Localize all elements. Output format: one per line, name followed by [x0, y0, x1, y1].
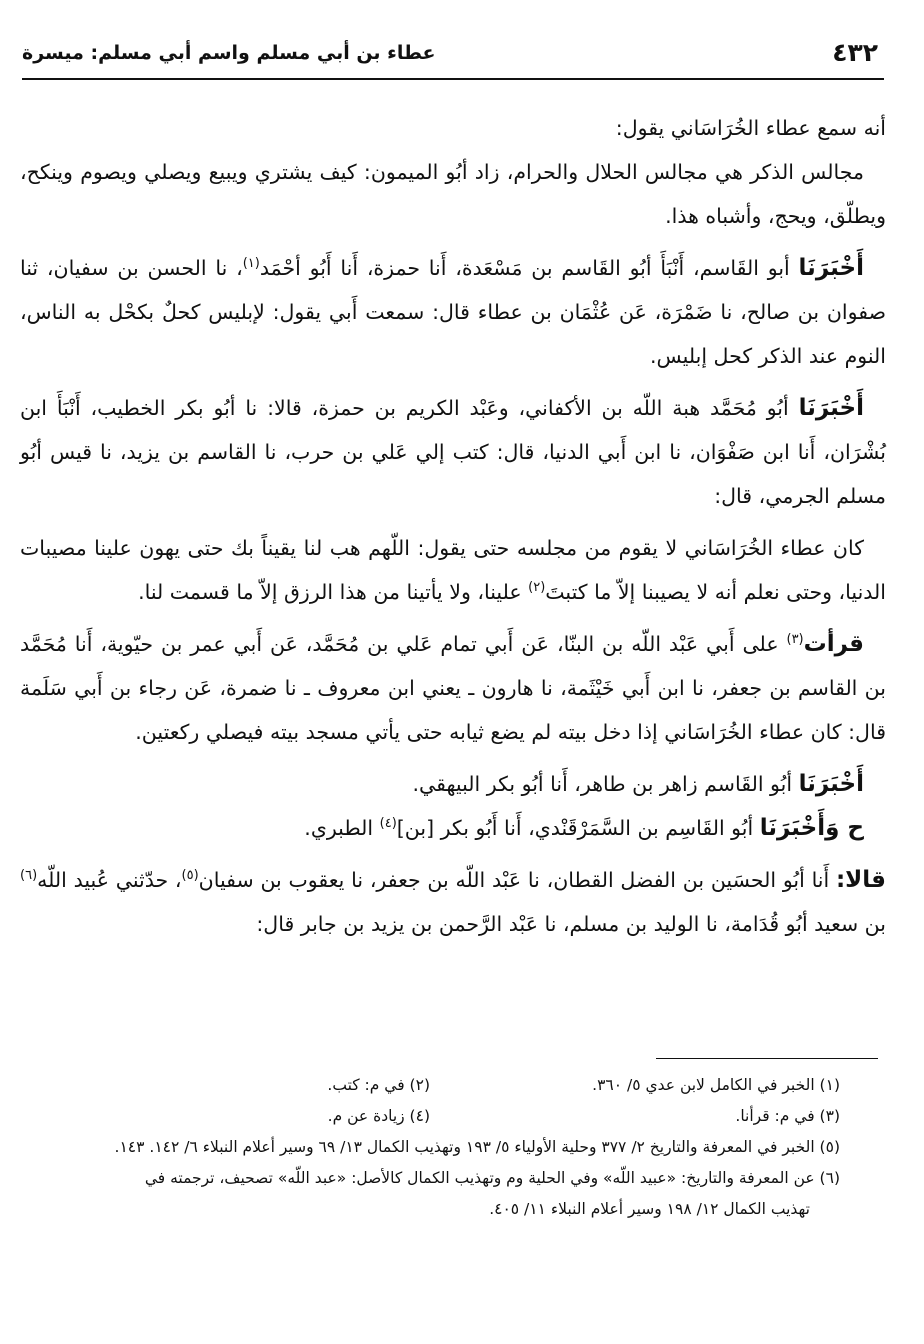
page-number: ٤٣٢: [832, 38, 878, 67]
paragraph-7-lead: أَخْبَرَنَا: [798, 771, 864, 797]
paragraph-8-text-a: أبُو القَاسِم بن السَّمَرْقَنْدي، أَنا أَبُو بكر [بن]: [396, 816, 760, 840]
main-text: [20, 106, 886, 954]
paragraph-6-text: على أَبي عَبْد اللّه بن البنّا، عَن أَبي تمام عَلي بن مُحَمَّد، عَن أَبي عمر بن حيّوية، أَنا مُحَمَّد بن القاسم بن جعفر، نا ابن أَبي خَيْثَمة، نا هارون ـ يعني ابن معروف ـ نا ضمرة، عَن رجاء بن أَبي سَلَمة قال: كان عطاء الخُرَاسَاني إذا دخل بيته لم يضع ثيابه حتى يأتي مسجد بيته فيصلي ركعتين.: [20, 632, 886, 744]
footnote-ref-1[interactable]: (١): [242, 256, 260, 272]
footnote-row: [20, 1070, 840, 1101]
paragraph-5-text-a: كان عطاء الخُرَاسَاني لا يقوم من مجلسه حتى يقول: اللّهم هب لنا يقيناً بك حتى يهون علينا مصيبات الدنيا، وحتى نعلم أنه لا يصيبنا إلاّ ما كتبتَ: [20, 536, 886, 604]
paragraph-9-text-c: بن سعيد أبُو قُدَامة، نا الوليد بن مسلم، نا عَبْد الرَّحمن بن يزيد بن جابر قال:: [256, 912, 886, 936]
footnote-2: (٢) في م: كتب.: [327, 1076, 430, 1094]
paragraph-4-text: أبُو مُحَمَّد هبة اللّه بن الأكفاني، وعَبْد الكريم بن حمزة، قالا: نا أبُو بكر الخطيب، أَنْبَأَ ابن بُشْرَان، أَنا ابن صَفْوَان، نا ابن أَبي الدنيا، قال: كتب إلي عَلي بن حرب، نا القاسم بن يزيد، نا قيس أبُو مسلم الجرمي، قال:: [20, 396, 886, 508]
footnote-6: (٦) عن المعرفة والتاريخ: «عبيد اللّه» وفي الحلية وم وتهذيب الكمال كالأصل: «عبد اللّه» تصحيف، ترجمته في: [144, 1169, 840, 1187]
footnote-ref-6[interactable]: (٦): [20, 868, 38, 884]
paragraph-2: [20, 150, 886, 238]
running-title: عطاء بن أبي مسلم واسم أبي مسلم: ميسرة: [22, 42, 436, 64]
paragraph-5: [20, 526, 886, 614]
paragraph-9-text-a: أَنا أبُو الحسَين بن الفضل القطان، نا عَبْد اللّه بن جعفر، نا يعقوب بن سفيان: [198, 868, 836, 892]
paragraph-9-text-b: ، حدّثني عُبيد اللّه: [37, 868, 182, 892]
footnote-1: (١) الخبر في الكامل لابن عدي ٥/ ٣٦٠.: [592, 1076, 840, 1094]
paragraph-8-lead: ح وَأَخْبَرَنَا: [759, 815, 864, 841]
paragraph-7: [20, 762, 886, 806]
paragraph-1-text: أنه سمع عطاء الخُرَاسَاني يقول:: [615, 116, 886, 140]
paragraph-7-text: أبُو القَاسم زاهر بن طاهر، أَنا أبُو بكر البيهقي.: [412, 772, 799, 796]
paragraph-3: [20, 246, 886, 378]
footnote-ref-3[interactable]: (٣): [786, 632, 804, 648]
footnote-6-continued: تهذيب الكمال ١٢/ ١٩٨ وسير أعلام النبلاء ١١/ ٤٠٥.: [489, 1200, 810, 1218]
running-header: [22, 38, 884, 74]
paragraph-9: [20, 858, 886, 946]
footnotes: [20, 1070, 840, 1225]
footnote-5: (٥) الخبر في المعرفة والتاريخ ٢/ ٣٧٧ وحلية الأولياء ٥/ ١٩٣ وتهذيب الكمال ١٣/ ٦٩ وسير أعلام النبلاء ٦/ ١٤٢. ١٤٣.: [114, 1138, 840, 1156]
paragraph-3-text-a: أبو القَاسم، أَنْبَأَ أبُو القَاسم بن مَسْعَدة، أَنا حمزة، أَنا أَبُو أحْمَد: [259, 256, 799, 280]
footnote-row: [20, 1101, 840, 1132]
footnote-3: (٣) في م: قرأنا.: [735, 1107, 840, 1125]
paragraph-4-lead: أَخْبَرَنَا: [798, 395, 864, 421]
paragraph-8-text-b: الطبري.: [304, 816, 380, 840]
footnote-ref-2[interactable]: (٢): [528, 580, 546, 596]
footnote-4: (٤) زيادة عن م.: [327, 1107, 430, 1125]
footnote-separator: [656, 1058, 878, 1059]
paragraph-2-text: مجالس الذكر هي مجالس الحلال والحرام، زاد أبُو الميمون: كيف يشتري ويبيع ويصلي ويصوم وينكح، ويطلّق، ويحج، وأشباه هذا.: [20, 160, 886, 228]
paragraph-8: [20, 806, 886, 850]
paragraph-3-lead: أَخْبَرَنَا: [798, 255, 864, 281]
paragraph-6: [20, 622, 886, 754]
header-rule: [22, 78, 884, 80]
paragraph-1: [20, 106, 886, 150]
paragraph-3-text-b: ، نا الحسن بن سفيان، ثنا صفوان بن صالح، نا ضَمْرَة، عَن عُثْمَان بن عطاء قال: سمعت أَبي يقول: لإبليس كحلٌ بكحْل به الناس، النوم عند الذكر كحل إبليس.: [20, 256, 886, 368]
footnote-ref-4[interactable]: (٤): [379, 816, 397, 832]
paragraph-6-lead: قرأت: [803, 631, 864, 657]
paragraph-4: [20, 386, 886, 518]
footnote-ref-5[interactable]: (٥): [181, 868, 199, 884]
paragraph-5-text-b: علينا، ولا يأتينا من هذا الرزق إلاّ ما قسمت لنا.: [138, 580, 529, 604]
paragraph-9-lead: قالا:: [835, 867, 886, 893]
